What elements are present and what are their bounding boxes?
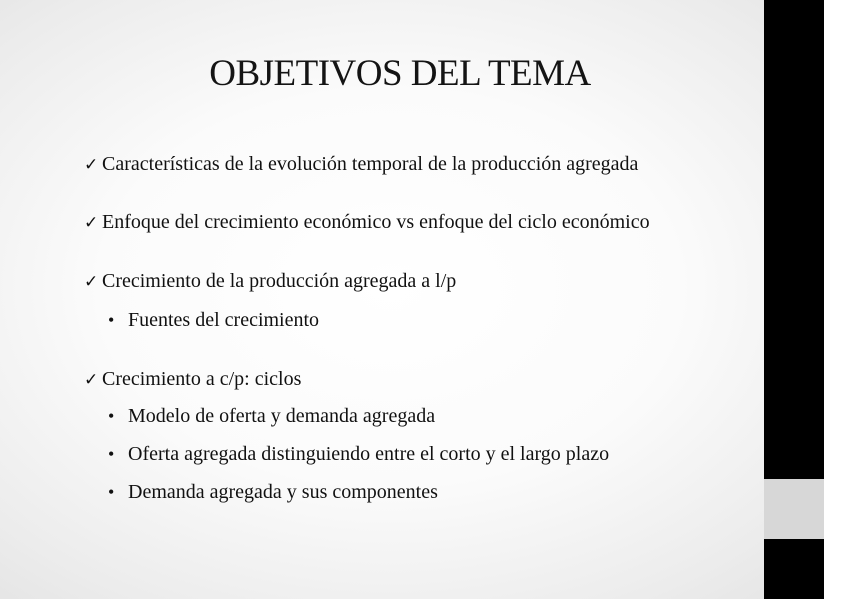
objective-subitem-text: Demanda agregada y sus componentes — [128, 481, 438, 503]
objective-item-text: Enfoque del crecimiento económico vs enfoque del ciclo económico — [102, 211, 650, 233]
bullet-icon: • — [108, 482, 115, 502]
checkmark-icon: ✓ — [84, 370, 99, 390]
objective-subitem — [108, 480, 438, 504]
objective-item — [84, 269, 456, 294]
objective-item — [84, 152, 638, 177]
objective-subitem — [108, 404, 435, 428]
bullet-icon: • — [108, 310, 115, 330]
objective-item-text: Crecimiento de la producción agregada a l/p — [102, 270, 457, 292]
objective-item-text: Crecimiento a c/p: ciclos — [102, 368, 302, 390]
checkmark-icon: ✓ — [84, 155, 99, 175]
side-strip — [824, 0, 848, 599]
objective-subitem — [108, 442, 609, 466]
side-bar-block — [764, 479, 824, 539]
objective-item-text: Características de la evolución temporal de la producción agregada — [102, 153, 639, 175]
objective-subitem-text: Fuentes del crecimiento — [128, 309, 320, 331]
objective-subitem-text: Oferta agregada distinguiendo entre el corto y el largo plazo — [128, 443, 610, 465]
checkmark-icon: ✓ — [84, 272, 99, 292]
bullet-icon: • — [108, 444, 115, 464]
objective-item — [84, 367, 301, 392]
objective-subitem — [108, 308, 319, 332]
objective-subitem-text: Modelo de oferta y demanda agregada — [128, 405, 436, 427]
bullet-icon: • — [108, 406, 115, 426]
objective-item — [84, 210, 650, 235]
slide-title: OBJETIVOS DEL TEMA — [209, 53, 591, 94]
checkmark-icon: ✓ — [84, 213, 99, 233]
